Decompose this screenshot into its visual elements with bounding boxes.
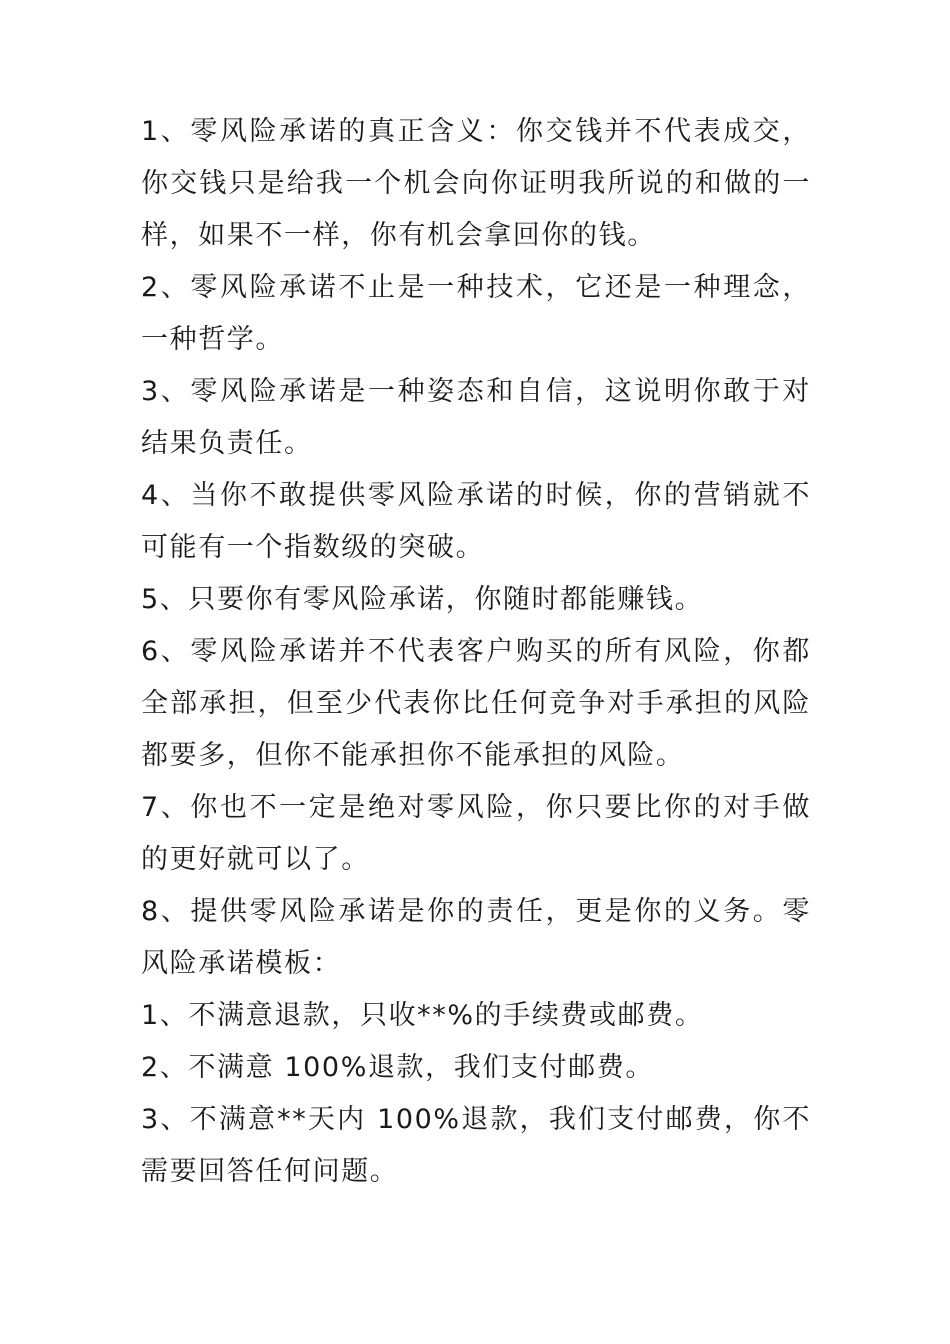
paragraph-4: 4、当你不敢提供零风险承诺的时候，你的营销就不可能有一个指数级的突破。 (141, 480, 811, 563)
document-body (141, 106, 811, 1198)
paragraph-7: 7、你也不一定是绝对零风险，你只要比你的对手做的更好就可以了。 (141, 792, 811, 875)
template-item-2: 2、不满意 100%退款，我们支付邮费。 (141, 1052, 654, 1083)
paragraph-1: 1、零风险承诺的真正含义：你交钱并不代表成交，你交钱只是给我一个机会向你证明我所说的和做的一样，如果不一样，你有机会拿回你的钱。 (141, 116, 811, 251)
paragraph-6: 6、零风险承诺并不代表客户购买的所有风险，你都全部承担，但至少代表你比任何竞争对手承担的风险都要多，但你不能承担你不能承担的风险。 (141, 636, 811, 771)
paragraph-3: 3、零风险承诺是一种姿态和自信，这说明你敢于对结果负责任。 (141, 376, 811, 459)
paragraph-5: 5、只要你有零风险承诺，你随时都能赚钱。 (141, 584, 704, 615)
template-item-3: 3、不满意**天内 100%退款，我们支付邮费，你不需要回答任何问题。 (141, 1104, 811, 1187)
paragraph-8: 8、提供零风险承诺是你的责任，更是你的义务。零风险承诺模板： (141, 896, 811, 979)
template-item-1: 1、不满意退款，只收**%的手续费或邮费。 (141, 1000, 704, 1031)
paragraph-2: 2、零风险承诺不止是一种技术，它还是一种理念，一种哲学。 (141, 272, 811, 355)
